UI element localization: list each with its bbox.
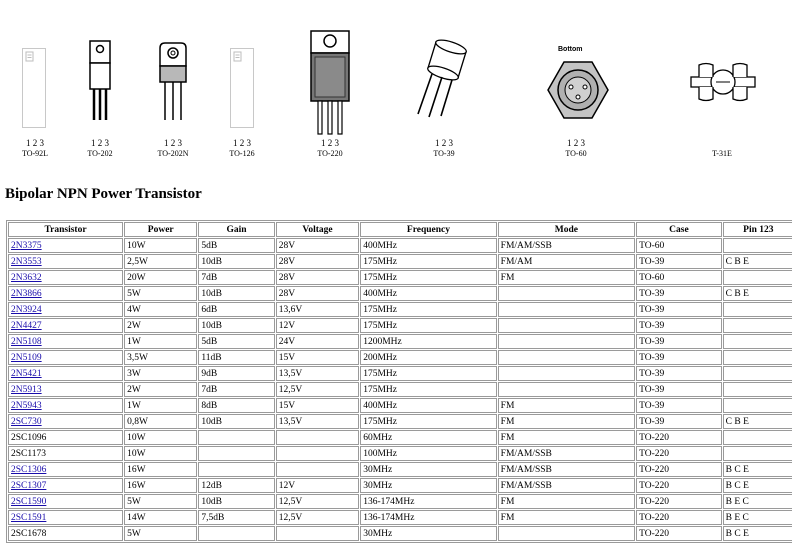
cell-power: 5W	[124, 526, 197, 541]
table-row	[8, 526, 792, 541]
bottom-view-label: Bottom	[558, 46, 583, 53]
cell-power: 5W	[124, 494, 197, 509]
cell-frequency: 175MHz	[360, 414, 496, 429]
cell-pins	[723, 366, 792, 381]
cell-transistor	[8, 286, 123, 301]
transistor-link[interactable]: 2N3632	[11, 272, 42, 283]
package-to202n	[143, 0, 203, 170]
table-row	[8, 270, 792, 285]
cell-voltage: 13,5V	[276, 414, 360, 429]
cell-gain: 10dB	[198, 254, 274, 269]
cell-transistor	[8, 494, 123, 509]
cell-transistor	[8, 414, 123, 429]
table-row	[8, 478, 792, 493]
table-row	[8, 462, 792, 477]
cell-voltage: 13,5V	[276, 366, 360, 381]
cell-frequency: 175MHz	[360, 318, 496, 333]
cell-pins	[723, 270, 792, 285]
transistor-link[interactable]: 2N3375	[11, 240, 42, 251]
cell-gain: 10dB	[198, 494, 274, 509]
cell-mode	[498, 350, 635, 365]
cell-frequency: 30MHz	[360, 462, 496, 477]
cell-power: 0,8W	[124, 414, 197, 429]
cell-pins	[723, 350, 792, 365]
cell-gain	[198, 430, 274, 445]
cell-transistor	[8, 238, 123, 253]
cell-pins	[723, 238, 792, 253]
cell-gain: 6dB	[198, 302, 274, 317]
package-name: T-31E	[712, 149, 732, 158]
transistor-link[interactable]: 2SC1591	[11, 512, 47, 523]
table-row	[8, 318, 792, 333]
cell-mode: FM	[498, 270, 635, 285]
cell-voltage: 12V	[276, 478, 360, 493]
cell-power: 1W	[124, 398, 197, 413]
cell-mode: FM	[498, 510, 635, 525]
table-row	[8, 334, 792, 349]
cell-transistor	[8, 398, 123, 413]
transistor-link[interactable]: 2N5421	[11, 368, 42, 379]
cell-transistor: 2SC1173	[8, 446, 123, 461]
cell-transistor	[8, 334, 123, 349]
cell-case: TO-39	[636, 254, 722, 269]
cell-voltage: 15V	[276, 350, 360, 365]
cell-pins	[723, 382, 792, 397]
cell-pins	[723, 430, 792, 445]
transistor-link[interactable]: 2SC1306	[11, 464, 47, 475]
cell-case: TO-39	[636, 302, 722, 317]
cell-case: TO-220	[636, 478, 722, 493]
transistor-link[interactable]: 2SC1590	[11, 496, 47, 507]
cell-power: 3,5W	[124, 350, 197, 365]
cell-pins	[723, 334, 792, 349]
to92l-placeholder-image	[22, 48, 46, 128]
transistor-link[interactable]: 2N3924	[11, 304, 42, 315]
table-row	[8, 382, 792, 397]
cell-voltage: 24V	[276, 334, 360, 349]
cell-pins: C B E	[723, 414, 792, 429]
cell-transistor: 2SC1678	[8, 526, 123, 541]
package-name: TO-92L	[21, 149, 49, 158]
cell-transistor	[8, 318, 123, 333]
cell-case: TO-220	[636, 462, 722, 477]
cell-voltage	[276, 430, 360, 445]
cell-gain: 7dB	[198, 382, 274, 397]
cell-case: TO-39	[636, 366, 722, 381]
cell-voltage	[276, 462, 360, 477]
cell-mode	[498, 286, 635, 301]
table-row	[8, 254, 792, 269]
cell-voltage: 28V	[276, 254, 360, 269]
table-row	[8, 430, 792, 445]
transistor-link[interactable]: 2N5109	[11, 352, 42, 363]
header-power: Power	[124, 222, 197, 237]
transistor-link[interactable]: 2SC730	[11, 416, 42, 427]
transistor-link[interactable]: 2SC1307	[11, 480, 47, 491]
cell-pins: B C E	[723, 478, 792, 493]
cell-mode	[498, 334, 635, 349]
package-name: TO-39	[433, 149, 455, 158]
package-name: TO-220	[317, 149, 343, 158]
cell-frequency: 175MHz	[360, 254, 496, 269]
cell-gain: 10dB	[198, 414, 274, 429]
pin-numbers: 1 2 3	[435, 138, 453, 148]
cell-transistor: 2SC1096	[8, 430, 123, 445]
to202-outline	[87, 40, 115, 122]
t31e-outline	[689, 62, 757, 102]
cell-mode	[498, 366, 635, 381]
cell-voltage	[276, 446, 360, 461]
cell-pins: C B E	[723, 286, 792, 301]
cell-power: 4W	[124, 302, 197, 317]
cell-gain: 10dB	[198, 318, 274, 333]
table-row	[8, 398, 792, 413]
table-row	[8, 302, 792, 317]
cell-frequency: 60MHz	[360, 430, 496, 445]
cell-frequency: 400MHz	[360, 238, 496, 253]
cell-power: 16W	[124, 462, 197, 477]
cell-mode: FM/AM	[498, 254, 635, 269]
transistor-link[interactable]: 2N3553	[11, 256, 42, 267]
cell-transistor	[8, 478, 123, 493]
cell-frequency: 30MHz	[360, 478, 496, 493]
cell-case: TO-39	[636, 398, 722, 413]
cell-transistor	[8, 366, 123, 381]
transistor-link[interactable]: 2N4427	[11, 320, 42, 331]
cell-voltage: 28V	[276, 238, 360, 253]
cell-voltage: 12,5V	[276, 382, 360, 397]
cell-pins	[723, 302, 792, 317]
cell-frequency: 1200MHz	[360, 334, 496, 349]
cell-pins: C B E	[723, 254, 792, 269]
cell-voltage: 12,5V	[276, 510, 360, 525]
transistor-link[interactable]: 2N5108	[11, 336, 42, 347]
package-name: TO-202N	[157, 149, 189, 158]
cell-case: TO-220	[636, 526, 722, 541]
cell-mode: FM	[498, 398, 635, 413]
cell-voltage: 15V	[276, 398, 360, 413]
cell-gain: 7dB	[198, 270, 274, 285]
cell-case: TO-39	[636, 286, 722, 301]
package-to202	[70, 0, 130, 170]
cell-frequency: 136-174MHz	[360, 510, 496, 525]
package-name: TO-126	[229, 149, 255, 158]
table-row	[8, 286, 792, 301]
table-row	[8, 238, 792, 253]
cell-voltage: 12V	[276, 318, 360, 333]
cell-frequency: 175MHz	[360, 302, 496, 317]
cell-mode	[498, 382, 635, 397]
header-case: Case	[636, 222, 722, 237]
cell-frequency: 175MHz	[360, 366, 496, 381]
cell-case: TO-60	[636, 238, 722, 253]
cell-case: TO-220	[636, 510, 722, 525]
cell-transistor	[8, 462, 123, 477]
section-title: Bipolar NPN Power Transistor	[5, 186, 202, 202]
cell-power: 14W	[124, 510, 197, 525]
cell-transistor	[8, 270, 123, 285]
cell-frequency: 175MHz	[360, 270, 496, 285]
package-to92l	[5, 0, 65, 170]
pin-numbers: 1 2 3	[164, 138, 182, 148]
cell-power: 10W	[124, 446, 197, 461]
to202n-outline	[157, 42, 189, 122]
cell-mode	[498, 318, 635, 333]
cell-gain: 10dB	[198, 286, 274, 301]
table-row	[8, 510, 792, 525]
cell-mode: FM	[498, 494, 635, 509]
pin-numbers: 1 2 3	[321, 138, 339, 148]
pin-numbers: 1 2 3	[567, 138, 585, 148]
cell-transistor	[8, 510, 123, 525]
table-row	[8, 446, 792, 461]
cell-case: TO-39	[636, 334, 722, 349]
package-name: TO-60	[565, 149, 587, 158]
cell-mode: FM/AM/SSB	[498, 446, 635, 461]
header-transistor: Transistor	[8, 222, 123, 237]
pin-numbers: 1 2 3	[233, 138, 251, 148]
cell-case: TO-220	[636, 494, 722, 509]
table-row	[8, 350, 792, 365]
cell-frequency: 175MHz	[360, 382, 496, 397]
cell-case: TO-220	[636, 430, 722, 445]
package-to220	[300, 0, 360, 170]
table-row	[8, 494, 792, 509]
package-to60	[544, 0, 608, 170]
cell-transistor	[8, 382, 123, 397]
cell-frequency: 100MHz	[360, 446, 496, 461]
package-diagrams	[0, 0, 792, 170]
package-t31e	[682, 0, 762, 170]
header-pin-123: Pin 123	[723, 222, 792, 237]
table-header-row	[8, 222, 792, 237]
to60-bottom-view	[546, 60, 610, 120]
cell-frequency: 30MHz	[360, 526, 496, 541]
cell-gain	[198, 526, 274, 541]
cell-pins: B C E	[723, 526, 792, 541]
to126-placeholder-image	[230, 48, 254, 128]
cell-case: TO-39	[636, 414, 722, 429]
cell-transistor	[8, 302, 123, 317]
transistor-link[interactable]: 2N3866	[11, 288, 42, 299]
cell-case: TO-39	[636, 350, 722, 365]
table-row	[8, 414, 792, 429]
cell-power: 20W	[124, 270, 197, 285]
cell-pins	[723, 398, 792, 413]
cell-gain: 12dB	[198, 478, 274, 493]
cell-voltage: 28V	[276, 286, 360, 301]
cell-gain: 8dB	[198, 398, 274, 413]
package-to126	[212, 0, 272, 170]
cell-power: 10W	[124, 238, 197, 253]
cell-mode	[498, 302, 635, 317]
cell-gain: 5dB	[198, 334, 274, 349]
cell-transistor	[8, 350, 123, 365]
cell-power: 2W	[124, 382, 197, 397]
cell-pins	[723, 446, 792, 461]
cell-pins: B E C	[723, 494, 792, 509]
header-voltage: Voltage	[276, 222, 360, 237]
cell-frequency: 400MHz	[360, 286, 496, 301]
cell-case: TO-39	[636, 318, 722, 333]
pin-numbers: 1 2 3	[91, 138, 109, 148]
header-frequency: Frequency	[360, 222, 496, 237]
cell-voltage: 28V	[276, 270, 360, 285]
cell-case: TO-60	[636, 270, 722, 285]
cell-case: TO-220	[636, 446, 722, 461]
table-row	[8, 366, 792, 381]
cell-voltage	[276, 526, 360, 541]
transistor-link[interactable]: 2N5943	[11, 400, 42, 411]
cell-gain: 7,5dB	[198, 510, 274, 525]
cell-frequency: 136-174MHz	[360, 494, 496, 509]
cell-frequency: 200MHz	[360, 350, 496, 365]
cell-mode: FM/AM/SSB	[498, 462, 635, 477]
cell-case: TO-39	[636, 382, 722, 397]
cell-mode: FM	[498, 430, 635, 445]
cell-frequency: 400MHz	[360, 398, 496, 413]
cell-pins	[723, 318, 792, 333]
pin-numbers: 1 2 3	[26, 138, 44, 148]
cell-pins: B C E	[723, 462, 792, 477]
header-gain: Gain	[198, 222, 274, 237]
transistor-link[interactable]: 2N5913	[11, 384, 42, 395]
cell-power: 5W	[124, 286, 197, 301]
cell-power: 2W	[124, 318, 197, 333]
cell-power: 1W	[124, 334, 197, 349]
cell-gain	[198, 462, 274, 477]
cell-mode: FM/AM/SSB	[498, 238, 635, 253]
cell-mode: FM/AM/SSB	[498, 478, 635, 493]
cell-power: 10W	[124, 430, 197, 445]
cell-mode	[498, 526, 635, 541]
cell-gain: 9dB	[198, 366, 274, 381]
cell-gain: 5dB	[198, 238, 274, 253]
package-name: TO-202	[87, 149, 113, 158]
cell-gain	[198, 446, 274, 461]
cell-pins: B E C	[723, 510, 792, 525]
cell-voltage: 13,6V	[276, 302, 360, 317]
header-mode: Mode	[498, 222, 635, 237]
cell-gain: 11dB	[198, 350, 274, 365]
cell-transistor	[8, 254, 123, 269]
cell-mode: FM	[498, 414, 635, 429]
transistor-table	[6, 220, 792, 543]
cell-power: 2,5W	[124, 254, 197, 269]
to39-outline	[412, 38, 478, 118]
cell-power: 16W	[124, 478, 197, 493]
to220-outline	[309, 30, 351, 136]
cell-power: 3W	[124, 366, 197, 381]
cell-voltage: 12,5V	[276, 494, 360, 509]
package-to39	[412, 0, 472, 170]
